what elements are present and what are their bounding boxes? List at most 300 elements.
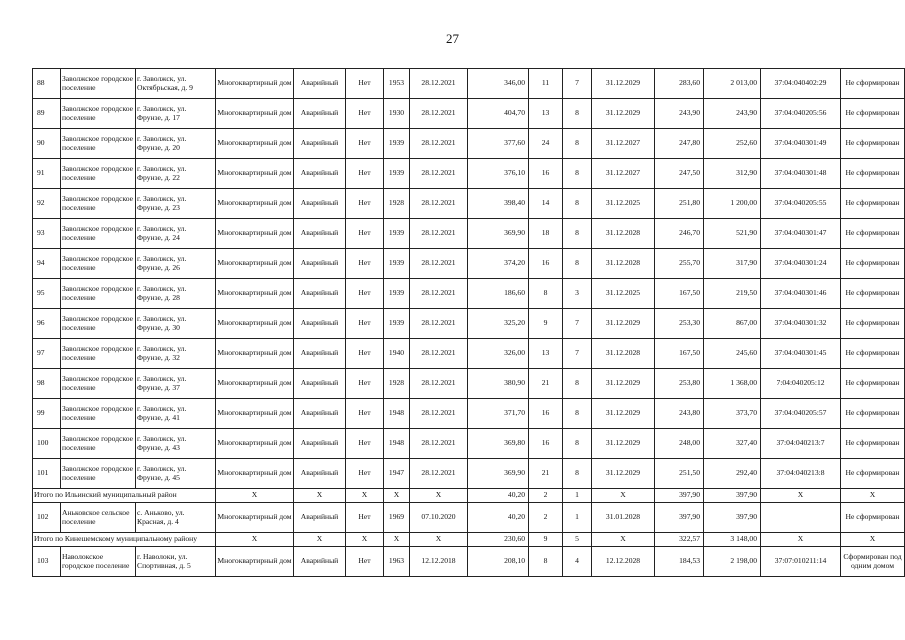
row-number: 88 (33, 69, 61, 99)
address-cell: г. Заволжск, ул. Фрунзе, д. 30 (136, 309, 216, 339)
flag-cell: Нет (346, 339, 384, 369)
row-number: 96 (33, 309, 61, 339)
year-cell: 1948 (384, 429, 410, 459)
deadline-cell: 31.01.2028 (592, 503, 655, 533)
year-cell: 1953 (384, 69, 410, 99)
count-cell: 24 (529, 129, 563, 159)
total-cell: X (761, 489, 841, 503)
value-cell: 248,00 (655, 429, 704, 459)
building-type-cell: Многоквартирный дом (216, 309, 294, 339)
recognition-date-cell: 28.12.2021 (410, 129, 468, 159)
building-type-cell: Многоквартирный дом (216, 69, 294, 99)
table-row (33, 69, 905, 99)
condition-cell: Аварийный (294, 99, 346, 129)
flag-cell: Нет (346, 459, 384, 489)
flag-cell: Нет (346, 279, 384, 309)
count-cell: 8 (563, 249, 592, 279)
year-cell: 1969 (384, 503, 410, 533)
total-cell: X (216, 533, 294, 547)
recognition-date-cell: 28.12.2021 (410, 159, 468, 189)
count-cell: 7 (563, 339, 592, 369)
count-cell: 8 (563, 129, 592, 159)
settlement-cell: Заволжское городское поселение (61, 339, 136, 369)
row-number: 94 (33, 249, 61, 279)
count-cell: 8 (563, 399, 592, 429)
value-cell: 247,80 (655, 129, 704, 159)
condition-cell: Аварийный (294, 429, 346, 459)
recognition-date-cell: 28.12.2021 (410, 429, 468, 459)
recognition-date-cell: 28.12.2021 (410, 309, 468, 339)
address-cell: с. Аньково, ул. Красная, д. 4 (136, 503, 216, 533)
count-cell: 8 (563, 99, 592, 129)
flag-cell: Нет (346, 99, 384, 129)
condition-cell: Аварийный (294, 547, 346, 577)
settlement-cell: Заволжское городское поселение (61, 219, 136, 249)
address-cell: г. Заволжск, ул. Фрунзе, д. 24 (136, 219, 216, 249)
total-cell: X (410, 533, 468, 547)
cadastral-number-cell: 37:04:040205:55 (761, 189, 841, 219)
count-cell: 14 (529, 189, 563, 219)
total-cell: X (761, 533, 841, 547)
area-cell: 40,20 (468, 503, 529, 533)
value-cell: 251,50 (655, 459, 704, 489)
area-cell: 398,40 (468, 189, 529, 219)
value-cell: 283,60 (655, 69, 704, 99)
count-cell: 8 (563, 459, 592, 489)
condition-cell: Аварийный (294, 309, 346, 339)
year-cell: 1939 (384, 309, 410, 339)
recognition-date-cell: 28.12.2021 (410, 219, 468, 249)
deadline-cell: 31.12.2027 (592, 129, 655, 159)
value-cell: 397,90 (704, 503, 761, 533)
value-cell: 167,50 (655, 339, 704, 369)
recognition-date-cell: 28.12.2021 (410, 69, 468, 99)
table-row (33, 99, 905, 129)
building-type-cell: Многоквартирный дом (216, 339, 294, 369)
row-number: 89 (33, 99, 61, 129)
deadline-cell: 31.12.2025 (592, 279, 655, 309)
recognition-date-cell: 28.12.2021 (410, 189, 468, 219)
land-status-cell: Не сформирован (841, 219, 905, 249)
value-cell: 184,53 (655, 547, 704, 577)
table-row (33, 547, 905, 577)
condition-cell: Аварийный (294, 369, 346, 399)
total-count-cell: 2 (529, 489, 563, 503)
subtotal-label: Итого по Кинешемскому муниципальному району (33, 533, 216, 547)
total-cell: X (216, 489, 294, 503)
total-count-cell: 5 (563, 533, 592, 547)
flag-cell: Нет (346, 249, 384, 279)
building-type-cell: Многоквартирный дом (216, 429, 294, 459)
address-cell: г. Заволжск, ул. Фрунзе, д. 26 (136, 249, 216, 279)
condition-cell: Аварийный (294, 503, 346, 533)
flag-cell: Нет (346, 369, 384, 399)
year-cell: 1939 (384, 249, 410, 279)
count-cell: 21 (529, 459, 563, 489)
year-cell: 1930 (384, 99, 410, 129)
table-row (33, 399, 905, 429)
row-number: 101 (33, 459, 61, 489)
deadline-cell: 31.12.2029 (592, 429, 655, 459)
cadastral-number-cell: 37:04:040402:29 (761, 69, 841, 99)
cadastral-number-cell: 7:04:040205:12 (761, 369, 841, 399)
total-cell: X (346, 489, 384, 503)
deadline-cell: 31.12.2029 (592, 309, 655, 339)
condition-cell: Аварийный (294, 459, 346, 489)
cadastral-number-cell: 37:04:040213:8 (761, 459, 841, 489)
count-cell: 2 (529, 503, 563, 533)
row-number: 102 (33, 503, 61, 533)
table-row (33, 249, 905, 279)
flag-cell: Нет (346, 503, 384, 533)
count-cell: 4 (563, 547, 592, 577)
condition-cell: Аварийный (294, 279, 346, 309)
settlement-cell: Заволжское городское поселение (61, 249, 136, 279)
total-cell: X (384, 489, 410, 503)
deadline-cell: 31.12.2029 (592, 369, 655, 399)
area-cell: 380,90 (468, 369, 529, 399)
count-cell: 11 (529, 69, 563, 99)
table-row (33, 369, 905, 399)
area-cell: 369,90 (468, 219, 529, 249)
total-count-cell: 1 (563, 489, 592, 503)
area-cell: 369,90 (468, 459, 529, 489)
subtotal-row (33, 489, 905, 503)
row-number: 100 (33, 429, 61, 459)
recognition-date-cell: 28.12.2021 (410, 99, 468, 129)
area-cell: 326,00 (468, 339, 529, 369)
address-cell: г. Заволжск, ул. Октябрьская, д. 9 (136, 69, 216, 99)
value-cell: 167,50 (655, 279, 704, 309)
count-cell: 16 (529, 249, 563, 279)
total-area-cell: 40,20 (468, 489, 529, 503)
total-count-cell: 9 (529, 533, 563, 547)
cadastral-number-cell: 37:07:010211:14 (761, 547, 841, 577)
recognition-date-cell: 28.12.2021 (410, 399, 468, 429)
land-status-cell: Не сформирован (841, 129, 905, 159)
count-cell: 8 (529, 279, 563, 309)
row-number: 103 (33, 547, 61, 577)
value-cell: 255,70 (655, 249, 704, 279)
address-cell: г. Заволжск, ул. Фрунзе, д. 32 (136, 339, 216, 369)
row-number: 95 (33, 279, 61, 309)
value-cell: 251,80 (655, 189, 704, 219)
value-cell: 312,90 (704, 159, 761, 189)
value-cell: 2 013,00 (704, 69, 761, 99)
count-cell: 21 (529, 369, 563, 399)
value-cell: 292,40 (704, 459, 761, 489)
count-cell: 13 (529, 339, 563, 369)
land-status-cell: Не сформирован (841, 399, 905, 429)
settlement-cell: Наволокское городское поселение (61, 547, 136, 577)
settlement-cell: Аньковское сельское поселение (61, 503, 136, 533)
recognition-date-cell: 28.12.2021 (410, 249, 468, 279)
cadastral-number-cell: 37:04:040301:24 (761, 249, 841, 279)
building-type-cell: Многоквартирный дом (216, 129, 294, 159)
value-cell: 245,60 (704, 339, 761, 369)
address-cell: г. Заволжск, ул. Фрунзе, д. 28 (136, 279, 216, 309)
value-cell: 247,50 (655, 159, 704, 189)
settlement-cell: Заволжское городское поселение (61, 129, 136, 159)
address-cell: г. Заволжск, ул. Фрунзе, д. 43 (136, 429, 216, 459)
value-cell: 521,90 (704, 219, 761, 249)
value-cell: 327,40 (704, 429, 761, 459)
condition-cell: Аварийный (294, 69, 346, 99)
total-cell: X (841, 489, 905, 503)
count-cell: 8 (563, 369, 592, 399)
count-cell: 8 (563, 189, 592, 219)
count-cell: 18 (529, 219, 563, 249)
count-cell: 16 (529, 429, 563, 459)
land-status-cell: Не сформирован (841, 459, 905, 489)
condition-cell: Аварийный (294, 399, 346, 429)
deadline-cell: 31.12.2028 (592, 219, 655, 249)
flag-cell: Нет (346, 189, 384, 219)
value-cell: 317,90 (704, 249, 761, 279)
cadastral-number-cell: 37:04:040301:47 (761, 219, 841, 249)
condition-cell: Аварийный (294, 219, 346, 249)
value-cell: 246,70 (655, 219, 704, 249)
flag-cell: Нет (346, 547, 384, 577)
total-cell: X (841, 533, 905, 547)
settlement-cell: Заволжское городское поселение (61, 399, 136, 429)
count-cell: 8 (529, 547, 563, 577)
land-status-cell: Не сформирован (841, 339, 905, 369)
value-cell: 253,80 (655, 369, 704, 399)
row-number: 90 (33, 129, 61, 159)
total-cell: X (294, 533, 346, 547)
recognition-date-cell: 28.12.2021 (410, 339, 468, 369)
value-cell: 243,90 (704, 99, 761, 129)
address-cell: г. Заволжск, ул. Фрунзе, д. 17 (136, 99, 216, 129)
area-cell: 371,70 (468, 399, 529, 429)
cadastral-number-cell: 37:04:040205:56 (761, 99, 841, 129)
count-cell: 8 (563, 159, 592, 189)
land-status-cell: Не сформирован (841, 159, 905, 189)
year-cell: 1928 (384, 189, 410, 219)
cadastral-number-cell: 37:04:040205:57 (761, 399, 841, 429)
count-cell: 16 (529, 159, 563, 189)
count-cell: 8 (563, 219, 592, 249)
area-cell: 208,10 (468, 547, 529, 577)
land-status-cell: Не сформирован (841, 429, 905, 459)
settlement-cell: Заволжское городское поселение (61, 369, 136, 399)
value-cell: 253,30 (655, 309, 704, 339)
row-number: 92 (33, 189, 61, 219)
cadastral-number-cell: 37:04:040301:49 (761, 129, 841, 159)
building-type-cell: Многоквартирный дом (216, 547, 294, 577)
recognition-date-cell: 12.12.2018 (410, 547, 468, 577)
building-type-cell: Многоквартирный дом (216, 503, 294, 533)
year-cell: 1940 (384, 339, 410, 369)
count-cell: 7 (563, 309, 592, 339)
cadastral-number-cell: 37:04:040301:46 (761, 279, 841, 309)
deadline-cell: 31.12.2028 (592, 339, 655, 369)
building-type-cell: Многоквартирный дом (216, 219, 294, 249)
condition-cell: Аварийный (294, 339, 346, 369)
condition-cell: Аварийный (294, 129, 346, 159)
flag-cell: Нет (346, 429, 384, 459)
subtotal-row (33, 533, 905, 547)
total-area-cell: 230,60 (468, 533, 529, 547)
value-cell: 1 200,00 (704, 189, 761, 219)
total-value-cell: 322,57 (655, 533, 704, 547)
deadline-cell: 31.12.2029 (592, 99, 655, 129)
building-type-cell: Многоквартирный дом (216, 99, 294, 129)
value-cell: 373,70 (704, 399, 761, 429)
settlement-cell: Заволжское городское поселение (61, 69, 136, 99)
area-cell: 374,20 (468, 249, 529, 279)
building-type-cell: Многоквартирный дом (216, 159, 294, 189)
value-cell: 2 198,00 (704, 547, 761, 577)
value-cell: 243,90 (655, 99, 704, 129)
land-status-cell: Сформирован под одним домом (841, 547, 905, 577)
total-cell: X (384, 533, 410, 547)
address-cell: г. Наволоки, ул. Спортивная, д. 5 (136, 547, 216, 577)
recognition-date-cell: 28.12.2021 (410, 459, 468, 489)
count-cell: 8 (563, 429, 592, 459)
count-cell: 3 (563, 279, 592, 309)
deadline-cell: 31.12.2029 (592, 399, 655, 429)
land-status-cell: Не сформирован (841, 279, 905, 309)
total-value-cell: 397,90 (655, 489, 704, 503)
building-type-cell: Многоквартирный дом (216, 399, 294, 429)
area-cell: 346,00 (468, 69, 529, 99)
address-cell: г. Заволжск, ул. Фрунзе, д. 45 (136, 459, 216, 489)
year-cell: 1928 (384, 369, 410, 399)
recognition-date-cell: 28.12.2021 (410, 369, 468, 399)
table-row (33, 429, 905, 459)
flag-cell: Нет (346, 309, 384, 339)
value-cell: 397,90 (655, 503, 704, 533)
area-cell: 369,80 (468, 429, 529, 459)
value-cell: 1 368,00 (704, 369, 761, 399)
address-cell: г. Заволжск, ул. Фрунзе, д. 23 (136, 189, 216, 219)
year-cell: 1948 (384, 399, 410, 429)
cadastral-number-cell: 37:04:040301:48 (761, 159, 841, 189)
deadline-cell: 31.12.2029 (592, 69, 655, 99)
count-cell: 9 (529, 309, 563, 339)
total-value-cell: 397,90 (704, 489, 761, 503)
settlement-cell: Заволжское городское поселение (61, 99, 136, 129)
recognition-date-cell: 28.12.2021 (410, 279, 468, 309)
flag-cell: Нет (346, 159, 384, 189)
table-row (33, 189, 905, 219)
row-number: 97 (33, 339, 61, 369)
address-cell: г. Заволжск, ул. Фрунзе, д. 37 (136, 369, 216, 399)
value-cell: 867,00 (704, 309, 761, 339)
row-number: 98 (33, 369, 61, 399)
total-cell: X (592, 489, 655, 503)
settlement-cell: Заволжское городское поселение (61, 159, 136, 189)
value-cell: 219,50 (704, 279, 761, 309)
year-cell: 1947 (384, 459, 410, 489)
row-number: 99 (33, 399, 61, 429)
area-cell: 376,10 (468, 159, 529, 189)
settlement-cell: Заволжское городское поселение (61, 459, 136, 489)
flag-cell: Нет (346, 399, 384, 429)
deadline-cell: 31.12.2025 (592, 189, 655, 219)
table-row (33, 339, 905, 369)
value-cell: 252,60 (704, 129, 761, 159)
count-cell: 16 (529, 399, 563, 429)
flag-cell: Нет (346, 69, 384, 99)
cadastral-number-cell (761, 503, 841, 533)
table-row (33, 459, 905, 489)
land-status-cell: Не сформирован (841, 189, 905, 219)
year-cell: 1939 (384, 219, 410, 249)
settlement-cell: Заволжское городское поселение (61, 279, 136, 309)
housing-register-table (32, 68, 905, 577)
deadline-cell: 31.12.2027 (592, 159, 655, 189)
total-cell: X (346, 533, 384, 547)
cadastral-number-cell: 37:04:040213:7 (761, 429, 841, 459)
table-row (33, 503, 905, 533)
land-status-cell: Не сформирован (841, 249, 905, 279)
building-type-cell: Многоквартирный дом (216, 189, 294, 219)
land-status-cell: Не сформирован (841, 309, 905, 339)
total-cell: X (294, 489, 346, 503)
flag-cell: Нет (346, 129, 384, 159)
row-number: 93 (33, 219, 61, 249)
subtotal-label: Итого по Ильинский муниципальный район (33, 489, 216, 503)
count-cell: 13 (529, 99, 563, 129)
year-cell: 1963 (384, 547, 410, 577)
condition-cell: Аварийный (294, 159, 346, 189)
area-cell: 325,20 (468, 309, 529, 339)
table-row (33, 279, 905, 309)
table-row (33, 159, 905, 189)
area-cell: 186,60 (468, 279, 529, 309)
land-status-cell: Не сформирован (841, 99, 905, 129)
count-cell: 1 (563, 503, 592, 533)
land-status-cell: Не сформирован (841, 369, 905, 399)
cadastral-number-cell: 37:04:040301:32 (761, 309, 841, 339)
settlement-cell: Заволжское городское поселение (61, 309, 136, 339)
recognition-date-cell: 07.10.2020 (410, 503, 468, 533)
area-cell: 404,70 (468, 99, 529, 129)
land-status-cell: Не сформирован (841, 503, 905, 533)
land-status-cell: Не сформирован (841, 69, 905, 99)
page-number: 27 (446, 31, 459, 46)
total-cell: X (592, 533, 655, 547)
condition-cell: Аварийный (294, 249, 346, 279)
count-cell: 7 (563, 69, 592, 99)
address-cell: г. Заволжск, ул. Фрунзе, д. 22 (136, 159, 216, 189)
building-type-cell: Многоквартирный дом (216, 369, 294, 399)
area-cell: 377,60 (468, 129, 529, 159)
deadline-cell: 31.12.2029 (592, 459, 655, 489)
total-cell: X (410, 489, 468, 503)
building-type-cell: Многоквартирный дом (216, 459, 294, 489)
deadline-cell: 12.12.2028 (592, 547, 655, 577)
table-row (33, 309, 905, 339)
address-cell: г. Заволжск, ул. Фрунзе, д. 41 (136, 399, 216, 429)
condition-cell: Аварийный (294, 189, 346, 219)
year-cell: 1939 (384, 279, 410, 309)
address-cell: г. Заволжск, ул. Фрунзе, д. 20 (136, 129, 216, 159)
row-number: 91 (33, 159, 61, 189)
table-row (33, 129, 905, 159)
year-cell: 1939 (384, 129, 410, 159)
settlement-cell: Заволжское городское поселение (61, 429, 136, 459)
table-row (33, 219, 905, 249)
flag-cell: Нет (346, 219, 384, 249)
year-cell: 1939 (384, 159, 410, 189)
building-type-cell: Многоквартирный дом (216, 249, 294, 279)
deadline-cell: 31.12.2028 (592, 249, 655, 279)
value-cell: 243,80 (655, 399, 704, 429)
